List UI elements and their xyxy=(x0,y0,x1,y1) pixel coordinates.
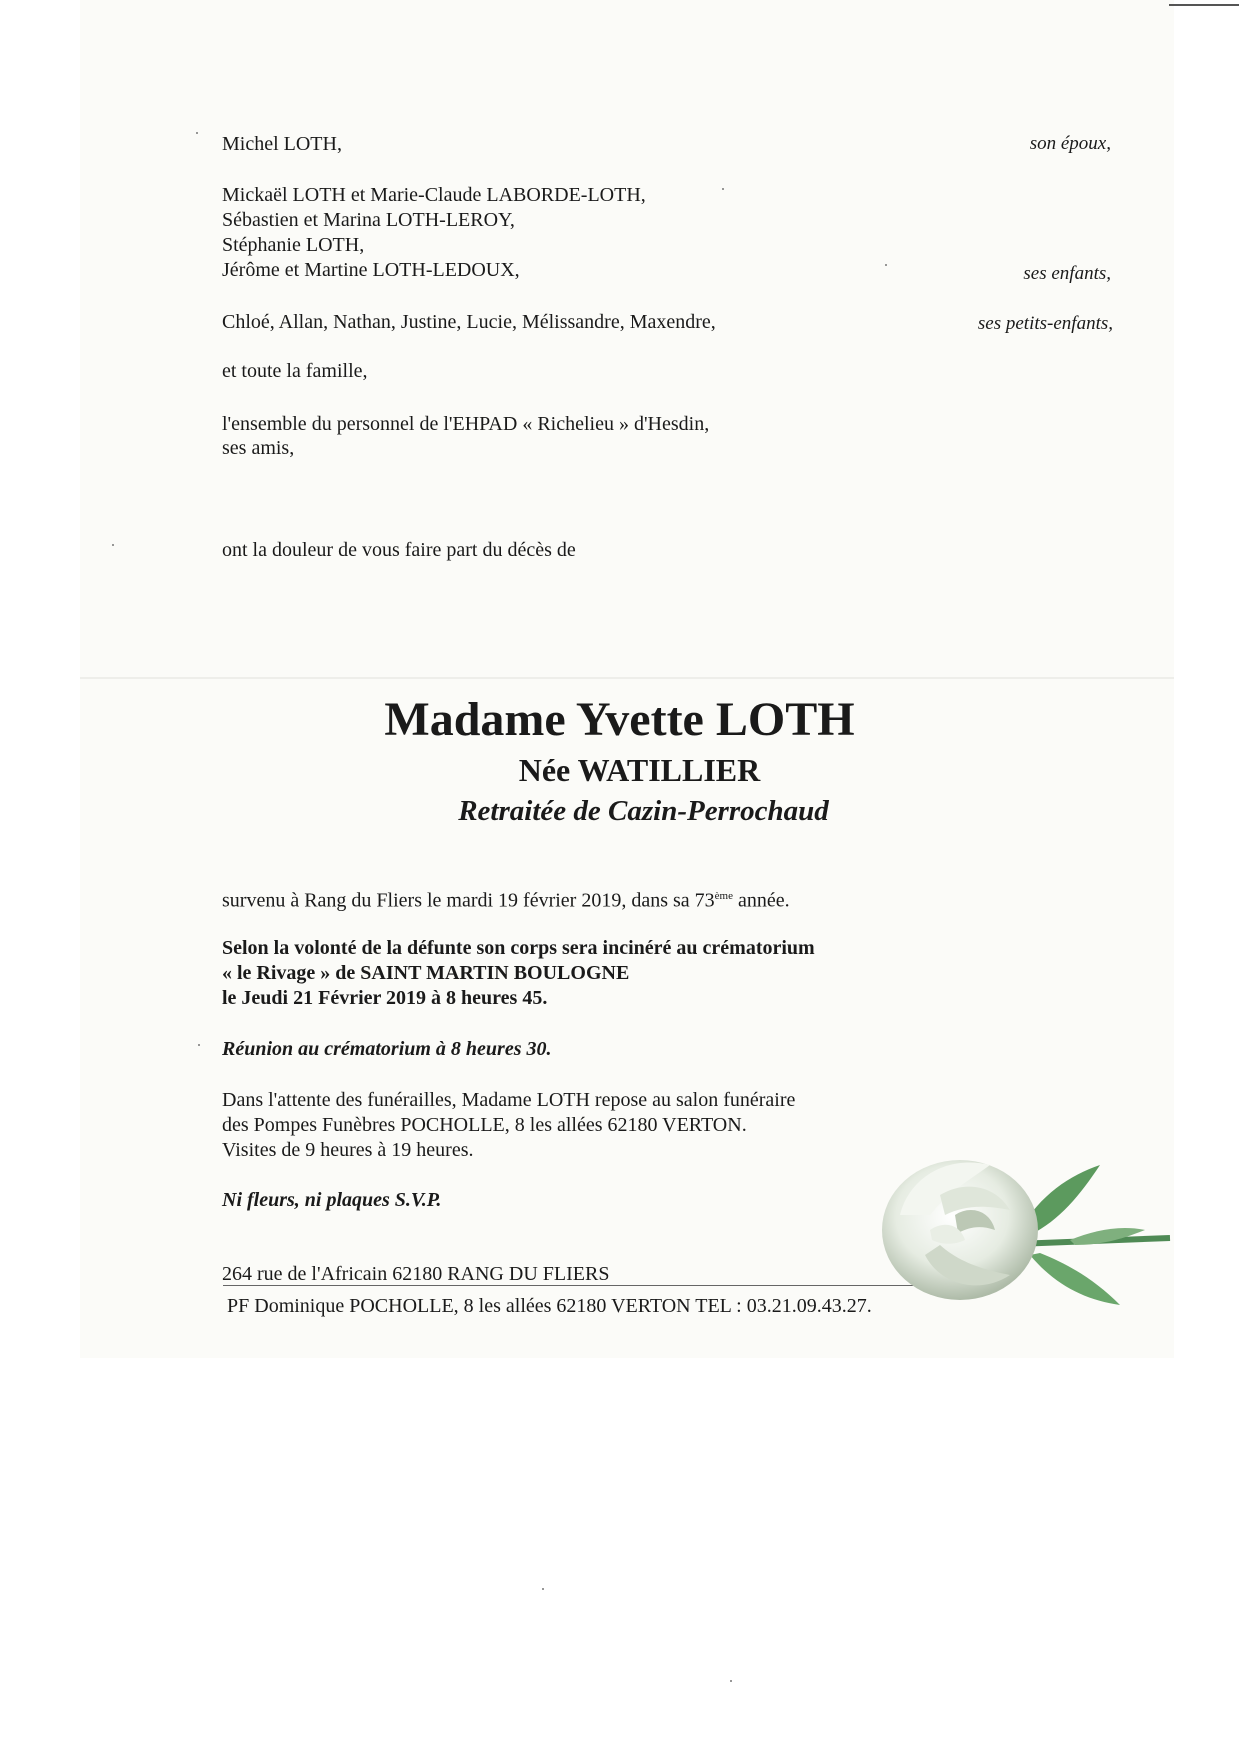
scan-speck xyxy=(198,1044,200,1046)
family-all: et toute la famille, xyxy=(222,360,368,382)
cremation-line-2: « le Rivage » de SAINT MARTIN BOULOGNE xyxy=(222,962,630,984)
birth-name: Née WATILLIER xyxy=(518,752,761,788)
death-line-sup: ème xyxy=(714,890,733,902)
friends-line: ses amis, xyxy=(222,437,295,459)
death-line-start: survenu à Rang du Fliers le mardi 19 février 2019, dans sa 73 xyxy=(222,889,715,912)
announcement-line: ont la douleur de vous faire part du décès de xyxy=(222,539,576,561)
scan-speck xyxy=(112,544,114,546)
cremation-line-1: Selon la volonté de la défunte son corps sera incinéré au crématorium xyxy=(222,937,815,959)
rest-line-2: des Pompes Funèbres POCHOLLE, 8 les allées 62180 VERTON. xyxy=(222,1114,747,1136)
white-rose-icon xyxy=(870,1135,1180,1335)
child-line: Mickaël LOTH et Marie-Claude LABORDE-LOTH, xyxy=(222,184,646,206)
fold-line xyxy=(80,677,1174,679)
funeral-home-line: PF Dominique POCHOLLE, 8 les allées 62180 VERTON TEL : 03.21.09.43.27. xyxy=(227,1295,872,1317)
occupation: Retraitée de Cazin-Perrochaud xyxy=(458,795,829,827)
rest-line-1: Dans l'attente des funérailles, Madame LOTH repose au salon funéraire xyxy=(222,1089,796,1111)
grandchildren-names: Chloé, Allan, Nathan, Justine, Lucie, Mélissandre, Maxendre, xyxy=(222,311,716,333)
husband-name: Michel LOTH, xyxy=(222,133,342,155)
scan-speck xyxy=(542,1588,544,1590)
child-line: Sébastien et Marina LOTH-LEROY, xyxy=(222,209,515,231)
footer-divider xyxy=(223,1285,953,1286)
grandchildren-role: ses petits-enfants, xyxy=(977,313,1113,334)
address-line: 264 rue de l'Africain 62180 RANG DU FLIERS xyxy=(222,1263,610,1285)
scan-speck xyxy=(885,264,887,266)
staff-line: l'ensemble du personnel de l'EHPAD « Richelieu » d'Hesdin, xyxy=(222,413,710,435)
flowers-line: Ni fleurs, ni plaques S.V.P. xyxy=(222,1189,442,1211)
child-line: Jérôme et Martine LOTH-LEDOUX, xyxy=(222,259,520,281)
scan-speck xyxy=(730,1680,732,1682)
child-line: Stéphanie LOTH, xyxy=(222,234,365,256)
visits-line: Visites de 9 heures à 19 heures. xyxy=(222,1139,474,1161)
deceased-name: Madame Yvette LOTH xyxy=(384,693,855,746)
death-line xyxy=(222,884,790,914)
death-line-end: année. xyxy=(733,889,790,912)
scan-speck xyxy=(196,132,198,134)
scan-edge-line xyxy=(1169,4,1239,6)
meeting-line: Réunion au crématorium à 8 heures 30. xyxy=(222,1038,552,1060)
husband-role: son époux, xyxy=(1029,133,1111,154)
children-role: ses enfants, xyxy=(1023,263,1111,284)
scan-speck xyxy=(722,188,724,190)
cremation-line-3: le Jeudi 21 Février 2019 à 8 heures 45. xyxy=(222,987,548,1009)
